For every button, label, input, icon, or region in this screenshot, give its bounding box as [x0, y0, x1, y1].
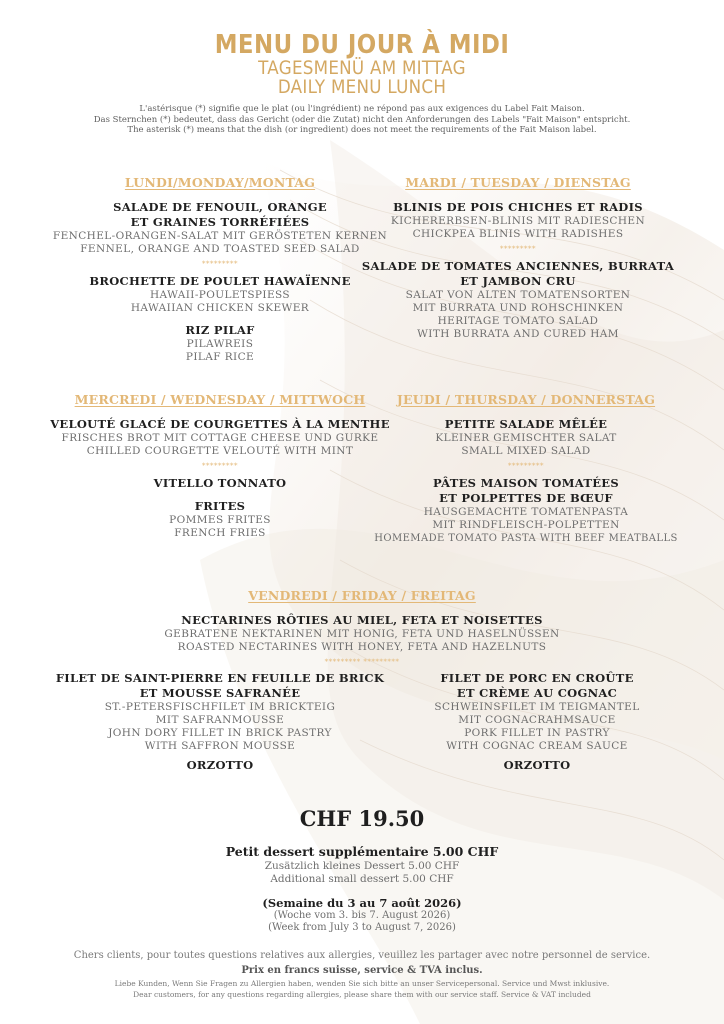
allergy-notice-en: Dear customers, for any questions regarding allergies, please share them with our service staff. Service & VAT included [133, 990, 591, 999]
dish-name-de: MIT COGNACRAHMSAUCE [458, 714, 616, 726]
dish-name: PÂTES MAISON TOMATÉES [433, 476, 619, 490]
dish-name: ET JAMBON CRU [460, 274, 576, 288]
dish-name-en: HAWAIIAN CHICKEN SKEWER [130, 302, 310, 314]
dish-name-en: ROASTED NECTARINES WITH HONEY, FETA AND HAZELNUTS [177, 641, 547, 653]
notice-de: Das Sternchen (*) bedeutet, dass das Gericht (oder die Zutat) nicht den Anforderungen des Labels "Fait Maison" entspricht. [93, 114, 631, 125]
fait-maison-notice [0, 104, 724, 136]
day-title-wednesday: MERCREDI / WEDNESDAY / MITTWOCH [74, 392, 366, 407]
side-dish: ORZOTTO [186, 758, 254, 772]
dish-name-de: SALAT VON ALTEN TOMATENSORTEN [405, 289, 631, 301]
friday-main-left [30, 671, 410, 773]
day-wednesday [30, 392, 410, 540]
dish-name-en: CHILLED COURGETTE VELOUTÉ WITH MINT [86, 445, 354, 457]
menu-subtitle-de: TAGESMENÜ AM MITTAG [258, 57, 466, 79]
dish-name-en: JOHN DORY FILLET IN BRICK PASTRY [108, 727, 332, 739]
dish-name: ET GRAINES TORRÉFIÉES [130, 215, 310, 229]
separator-stars: ********* [508, 462, 544, 470]
dish-name-de: MIT SAFRANMOUSSE [155, 714, 285, 726]
separator-stars: ********* [202, 462, 238, 470]
day-monday [40, 175, 400, 364]
dish-name-de: KLEINER GEMISCHTER SALAT [435, 432, 617, 444]
dish-name-en: FRENCH FRIES [174, 527, 266, 539]
dish-name: VELOUTÉ GLACÉ DE COURGETTES À LA MENTHE [50, 417, 390, 431]
prices-notice: Prix en francs suisse, service & TVA inclus. [241, 965, 483, 976]
footer [0, 948, 724, 1000]
separator-stars: ********* [500, 245, 536, 253]
day-friday [112, 588, 612, 672]
dish-name-en: HERITAGE TOMATO SALAD [437, 315, 599, 327]
dish-name: BLINIS DE POIS CHICHES ET RADIS [393, 200, 643, 214]
separator-stars-double: ********* ********* [324, 658, 400, 666]
dish-name-de: MIT RINDFLEISCH-POLPETTEN [432, 519, 620, 531]
dish-name: PETITE SALADE MÊLÉE [444, 417, 608, 431]
notice-fr: L'astérisque (*) signifie que le plat (ou l'ingrédient) ne répond pas aux exigences du Label Fait Maison. [139, 104, 585, 114]
dish-name-de: PILAWREIS [186, 338, 254, 350]
separator-stars: ********* [202, 260, 238, 268]
dish-name-de: KICHERERBSEN-BLINIS MIT RADIESCHEN [390, 215, 646, 227]
dish-name: FILET DE SAINT-PIERRE EN FEUILLE DE BRICK [55, 671, 385, 685]
dish-name: VITELLO TONNATO [153, 476, 287, 490]
menu-subtitle-en: DAILY MENU LUNCH [277, 76, 447, 98]
dish-name: RIZ PILAF [185, 323, 255, 337]
dish-name-de: FRISCHES BROT MIT COTTAGE CHEESE UND GURKE [61, 432, 379, 444]
dish-name-de: HAWAII-POULETSPIESS [149, 289, 291, 301]
dish-name-de: POMMES FRITES [169, 514, 271, 526]
dish-name: ET CRÈME AU COGNAC [456, 686, 618, 700]
dessert-en: Additional small dessert 5.00 CHF [270, 873, 454, 885]
day-title-thursday: JEUDI / THURSDAY / DONNERSTAG [396, 392, 656, 407]
dish-name-de: HAUSGEMACHTE TOMATENPASTA [423, 506, 629, 518]
dish-name-de: GEBRATENE NEKTARINEN MIT HONIG, FETA UND HASELNÜSSEN [164, 628, 560, 640]
dish-name-en: WITH COGNAC CREAM SAUCE [446, 740, 628, 752]
allergy-notice-fr: Chers clients, pour toutes questions relatives aux allergies, veuillez les partager avec notre personnel de service. [73, 950, 651, 961]
dish-name: ET POLPETTES DE BŒUF [439, 491, 613, 505]
notice-en: The asterisk (*) means that the dish (or ingredient) does not meet the requirements of the Fait Maison label. [127, 125, 597, 135]
dish-name-en: PORK FILLET IN PASTRY [464, 727, 610, 739]
dish-name-en: WITH BURRATA AND CURED HAM [417, 328, 619, 340]
dish-name: SALADE DE TOMATES ANCIENNES, BURRATA [361, 259, 675, 273]
day-title-monday: LUNDI/MONDAY/MONTAG [124, 175, 316, 190]
dish-name-en: FENNEL, ORANGE AND TOASTED SEED SALAD [80, 243, 360, 255]
side-dish: ORZOTTO [503, 758, 571, 772]
friday-main-right [392, 671, 682, 773]
week-de: (Woche vom 3. bis 7. August 2026) [273, 910, 451, 921]
dish-name: ET MOUSSE SAFRANÉE [139, 686, 301, 700]
menu-title: MENU DU JOUR À MIDI [214, 30, 510, 60]
day-title-friday: VENDREDI / FRIDAY / FREITAG [248, 588, 476, 603]
dish-name-en: SMALL MIXED SALAD [461, 445, 591, 457]
week-info [0, 896, 724, 934]
week-en: (Week from July 3 to August 7, 2026) [268, 922, 456, 933]
day-thursday [368, 392, 684, 545]
dessert-de: Zusätzlich kleines Dessert 5.00 CHF [264, 860, 460, 872]
dish-name: NECTARINES RÔTIES AU MIEL, FETA ET NOISETTES [181, 613, 543, 627]
dish-name-en: WITH SAFFRON MOUSSE [144, 740, 296, 752]
menu-price: CHF 19.50 [299, 806, 425, 831]
dessert-info [0, 844, 724, 886]
dish-name: FILET DE PORC EN CROÛTE [440, 671, 634, 685]
week-fr: (Semaine du 3 au 7 août 2026) [262, 896, 462, 910]
dish-name-en: CHICKPEA BLINIS WITH RADISHES [412, 228, 624, 240]
dish-name-de: MIT BURRATA UND ROHSCHINKEN [412, 302, 624, 314]
dish-name-de: ST.-PETERSFISCHFILET IM BRICKTEIG [104, 701, 336, 713]
dish-name-de: SCHWEINSFILET IM TEIGMANTEL [434, 701, 640, 713]
dish-name: SALADE DE FENOUIL, ORANGE [113, 200, 327, 214]
dish-name-en: HOMEMADE TOMATO PASTA WITH BEEF MEATBALLS [374, 533, 678, 544]
allergy-notice-de: Liebe Kunden, Wenn Sie Fragen zu Allergien haben, wenden Sie sich bitte an unser Servicepersonal. Service und Mwst inklusive. [114, 979, 610, 988]
dish-name: FRITES [194, 499, 246, 513]
dish-name: BROCHETTE DE POULET HAWAÏENNE [89, 274, 351, 288]
dish-name-en: PILAF RICE [185, 351, 255, 363]
day-title-tuesday: MARDI / TUESDAY / DIENSTAG [405, 175, 631, 190]
day-tuesday [358, 175, 678, 341]
dessert-fr: Petit dessert supplémentaire 5.00 CHF [225, 844, 499, 859]
dish-name-de: FENCHEL-ORANGEN-SALAT MIT GERÖSTETEN KERNEN [52, 230, 388, 242]
